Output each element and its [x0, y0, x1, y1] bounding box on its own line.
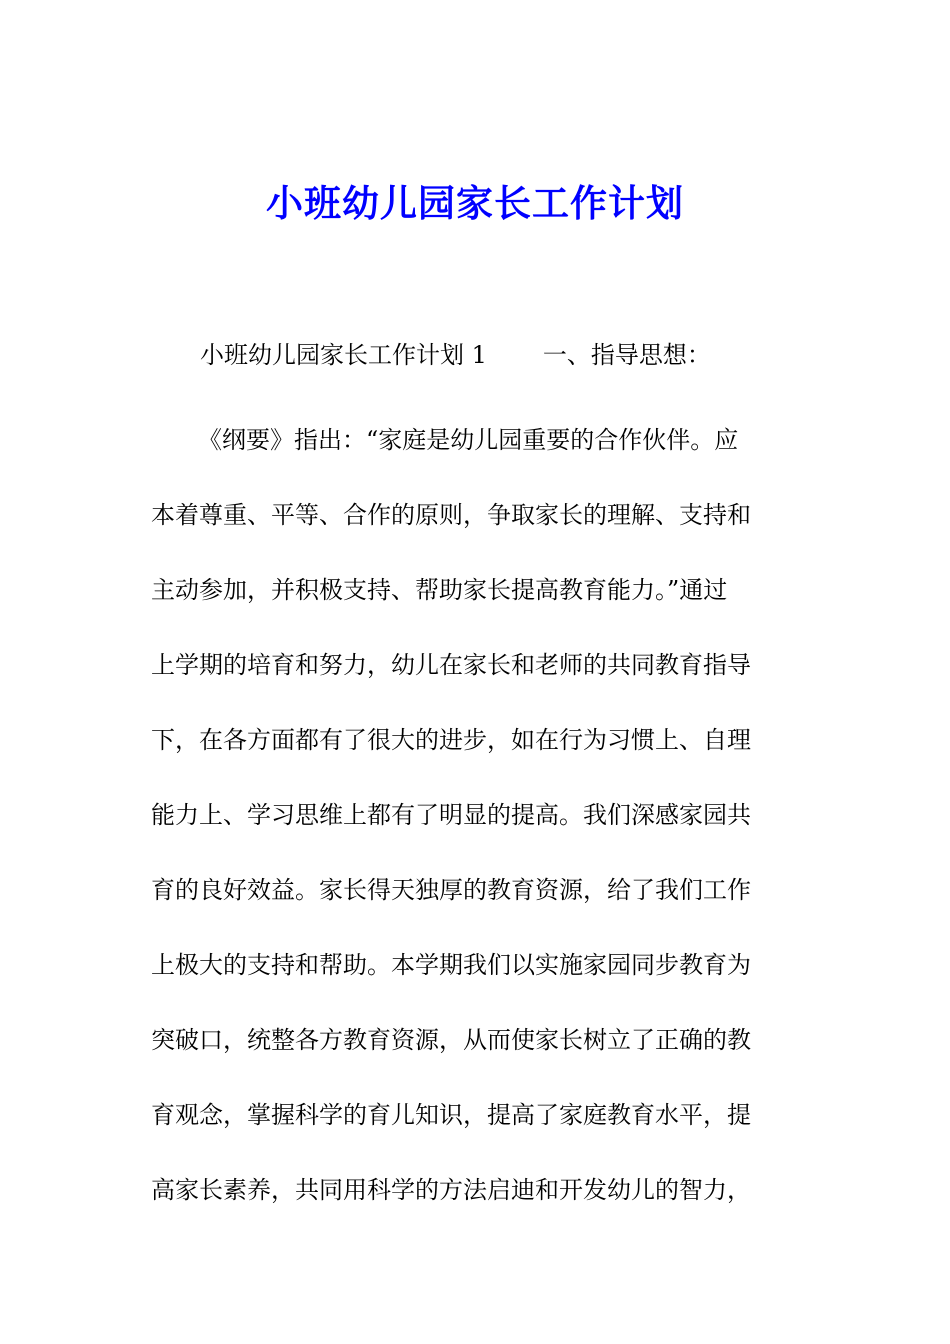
plan-heading-line: [200, 337, 800, 373]
body-line: 《纲要》指出：“家庭是幼儿园重要的合作伙伴。应: [198, 426, 739, 454]
body-line: 育的良好效益。家长得天独厚的教育资源，给了我们工作: [151, 876, 751, 904]
section-heading: 一、指导思想：: [542, 341, 711, 369]
body-line: 主动参加，并积极支持、帮助家长提高教育能力。”通过: [151, 576, 728, 604]
body-line: 本着尊重、平等、合作的原则，争取家长的理解、支持和: [151, 501, 751, 529]
body-paragraph: [151, 403, 791, 1228]
body-line: 能力上、学习思维上都有了明显的提高。我们深感家园共: [151, 801, 751, 829]
plan-heading: 小班幼儿园家长工作计划 1: [200, 341, 487, 369]
body-line: 突破口，统整各方教育资源，从而使家长树立了正确的教: [151, 1026, 751, 1054]
body-line: 育观念，掌握科学的育儿知识，提高了家庭教育水平，提: [151, 1101, 751, 1129]
body-line: 上学期的培育和努力，幼儿在家长和老师的共同教育指导: [151, 651, 751, 679]
body-line: 高家长素养，共同用科学的方法启迪和开发幼儿的智力，: [151, 1176, 751, 1204]
body-line: 下，在各方面都有了很大的进步，如在行为习惯上、自理: [151, 726, 751, 754]
document-title: 小班幼儿园家长工作计划: [266, 181, 684, 225]
body-line: 上极大的支持和帮助。本学期我们以实施家园同步教育为: [151, 951, 751, 979]
